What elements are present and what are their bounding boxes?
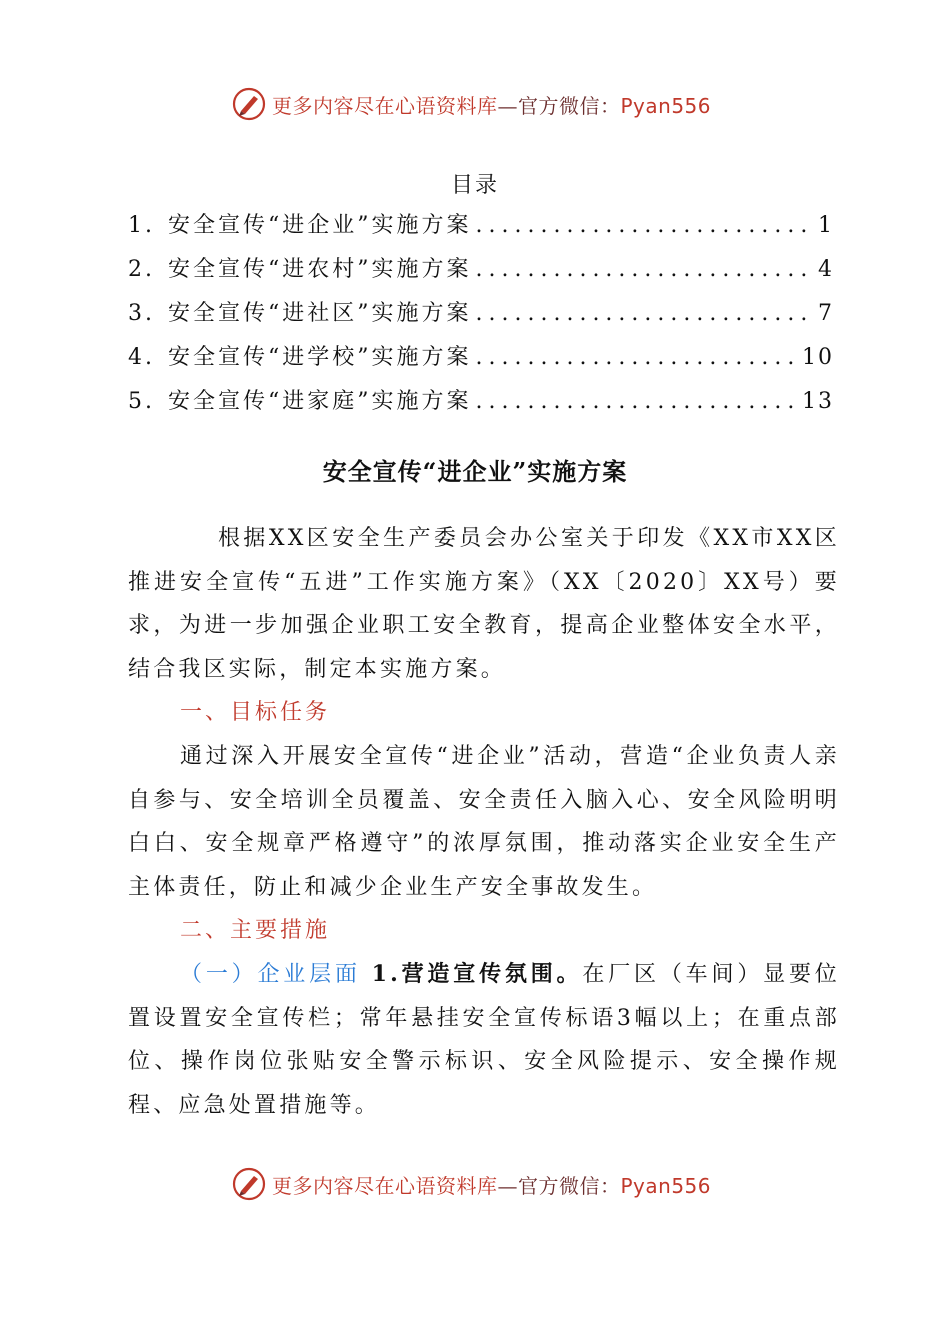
toc-item-page: 10 (802, 345, 834, 370)
toc-item-title: 安全宣传“进家庭”实施方案 (168, 389, 472, 414)
toc-leader-dots (476, 257, 815, 282)
measures-paragraph (128, 953, 840, 1127)
banner-library-name: 更多内容尽在心语资料库 (272, 1173, 498, 1198)
banner-wechat-id: Pyan556 (620, 93, 712, 118)
toc-item-title: 安全宣传“进社区”实施方案 (168, 301, 472, 326)
toc-leader-dots (476, 345, 799, 370)
toc-item-page: 1 (818, 213, 834, 238)
toc-item-number: 4. (128, 345, 155, 370)
section-heading-measures: 二、主要措施 (180, 918, 331, 944)
toc-item-number: 3. (128, 301, 155, 326)
document-body (128, 517, 840, 1127)
banner-wechat-label: 官方微信： (518, 1173, 621, 1198)
toc-item-number: 5. (128, 389, 155, 414)
toc-item[interactable] (128, 208, 834, 252)
footer-banner (232, 1166, 752, 1202)
pen-logo-icon (232, 1167, 266, 1201)
banner-wechat-label: 官方微信： (518, 93, 621, 118)
banner-dash: — (497, 93, 518, 118)
toc-leader-dots (476, 389, 799, 414)
toc-title: 目录 (450, 173, 499, 198)
toc-item[interactable] (128, 384, 834, 428)
banner-text (272, 90, 711, 119)
toc-item[interactable] (128, 252, 834, 296)
banner-text (272, 1170, 711, 1199)
point-title: 1.营造宣传氛围。 (371, 960, 583, 987)
pen-logo-icon (232, 87, 266, 121)
banner-wechat-id: Pyan556 (620, 1173, 712, 1198)
banner-dash: — (497, 1173, 518, 1198)
toc-item-page: 7 (818, 301, 834, 326)
toc-item-title: 安全宣传“进企业”实施方案 (168, 213, 472, 238)
intro-paragraph: 根据XX区安全生产委员会办公室关于印发《XX市XX区推进安全宣传“五进”工作实施方案》（XX〔2020〕XX号）要求，为进一步加强企业职工安全教育，提高企业整体安全水平，结合我区实际，制定本实施方案。 (128, 526, 840, 682)
document-title: 安全宣传“进企业”实施方案 (322, 457, 628, 486)
toc-item-page: 4 (818, 257, 834, 282)
goals-paragraph: 通过深入开展安全宣传“进企业”活动，营造“企业负责人亲自参与、安全培训全员覆盖、安全责任入脑入心、安全风险明明白白、安全规章严格遵守”的浓厚氛围，推动落实企业安全生产主体责任，防止和减少企业生产安全事故发生。 (128, 743, 840, 900)
toc-item-title: 安全宣传“进学校”实施方案 (168, 345, 472, 370)
toc-item[interactable] (128, 296, 834, 340)
toc-leader-dots (476, 301, 815, 326)
subsection-label: （一）企业层面 (180, 961, 361, 987)
point-body: 在厂区（车间）显要位置设置安全宣传栏；常年悬挂安全宣传标语3幅以上；在重点部位、操作岗位张贴安全警示标识、安全风险提示、安全操作规程、应急处置措施等。 (128, 961, 840, 1118)
toc-item-number: 2. (128, 257, 155, 282)
toc-item-number: 1. (128, 213, 155, 238)
section-heading-goals: 一、目标任务 (180, 700, 331, 726)
toc-item[interactable] (128, 340, 834, 384)
toc-item-page: 13 (802, 389, 834, 414)
toc-leader-dots (476, 213, 815, 238)
banner-library-name: 更多内容尽在心语资料库 (272, 93, 498, 118)
table-of-contents (128, 208, 834, 428)
header-banner (232, 86, 752, 122)
toc-item-title: 安全宣传“进农村”实施方案 (168, 257, 472, 282)
